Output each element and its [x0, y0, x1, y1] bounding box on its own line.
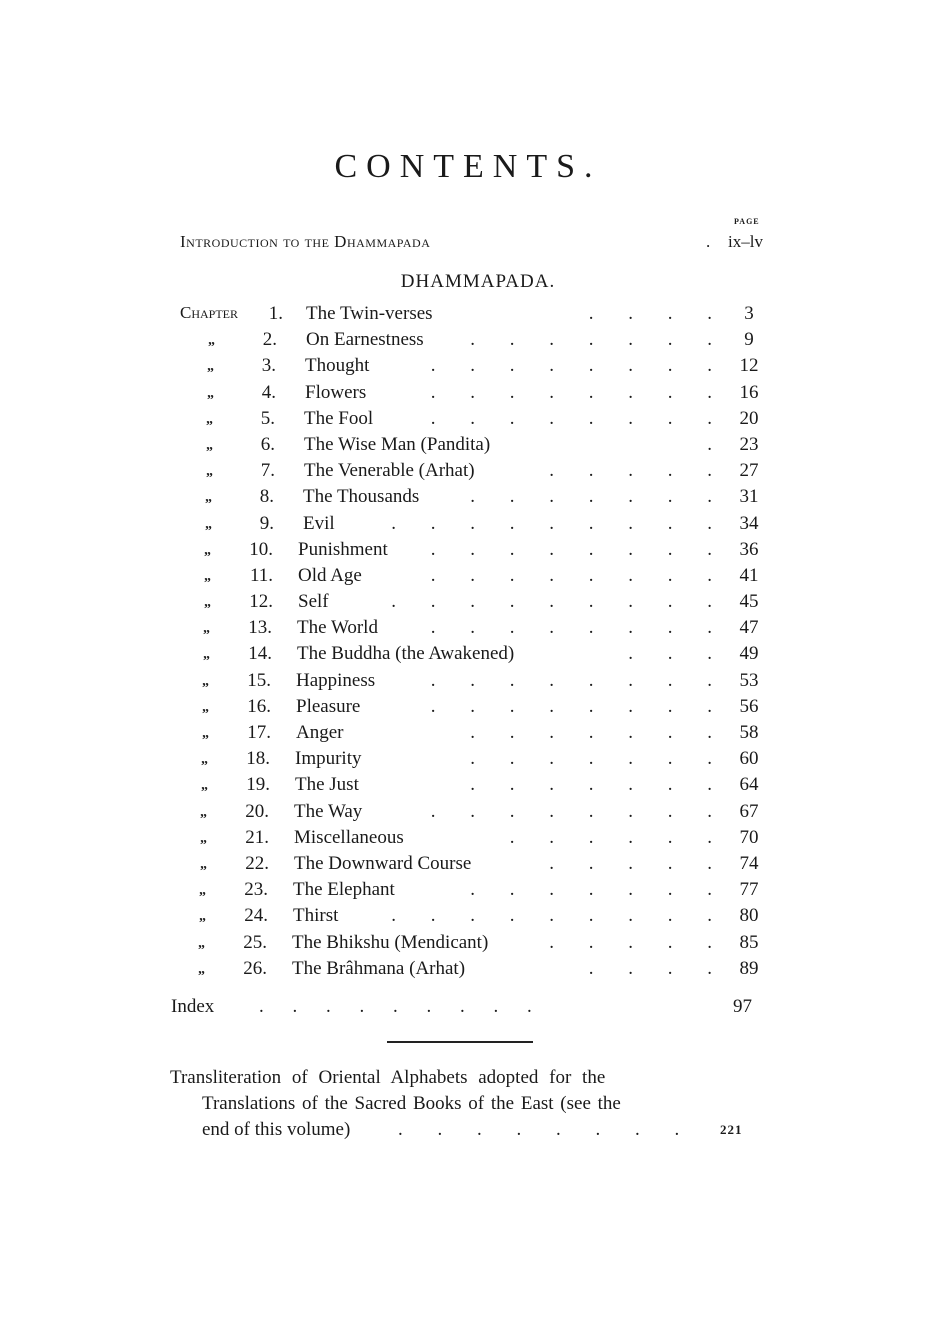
- chapter-entry[interactable]: [0, 303, 936, 329]
- chapter-page: 58: [739, 722, 759, 743]
- chapter-title: Evil: [303, 512, 335, 534]
- chapter-leader: . . . . . . . .: [430, 564, 714, 586]
- chapter-page: 16: [739, 381, 759, 403]
- page-column-label: PAGE: [734, 217, 760, 226]
- chapter-title: The Buddha (the Awakened): [297, 643, 515, 665]
- chapter-number: 5.: [260, 407, 275, 429]
- chapter-title: The Brâhmana (Arhat): [292, 957, 466, 979]
- introduction-entry[interactable]: [180, 232, 770, 252]
- chapter-number: 4.: [261, 381, 276, 403]
- chapter-number: 21.: [245, 826, 269, 848]
- ditto-mark: „: [200, 830, 207, 846]
- ditto-mark: „: [206, 464, 213, 480]
- chapter-entry[interactable]: [0, 696, 936, 722]
- transliteration-page: 221: [720, 1122, 743, 1137]
- chapter-title: Impurity: [295, 748, 362, 770]
- chapter-leader: . . . . .: [549, 460, 714, 482]
- chapter-number: 24.: [244, 905, 268, 927]
- chapter-leader: . . . . . . .: [470, 748, 714, 770]
- ditto-mark: „: [202, 726, 209, 741]
- chapter-title: The World: [297, 617, 378, 639]
- chapter-title: Old Age: [298, 564, 362, 586]
- chapter-entry[interactable]: [0, 355, 936, 381]
- chapter-leader: . . . . . . .: [470, 486, 714, 508]
- chapter-page: 47: [739, 617, 759, 639]
- chapter-entry[interactable]: [0, 748, 936, 774]
- chapter-page: 34: [739, 512, 759, 534]
- ditto-mark: „: [206, 437, 213, 453]
- chapter-prefix: Chapter: [180, 303, 239, 322]
- chapter-leader: . . . . . . . .: [430, 407, 714, 429]
- section-divider: [387, 1041, 533, 1043]
- chapter-number: 15.: [247, 669, 271, 691]
- chapter-title: The Venerable (Arhat): [304, 460, 475, 482]
- chapter-page: 23: [739, 433, 759, 455]
- chapter-entry[interactable]: [0, 513, 936, 539]
- ditto-mark: „: [200, 856, 207, 872]
- chapter-entry[interactable]: [0, 617, 936, 643]
- introduction-label: Introduction to the Dhammapada: [180, 232, 431, 251]
- chapter-page: 9: [744, 329, 754, 351]
- ditto-mark: „: [202, 699, 209, 715]
- chapter-leader: . . . .: [588, 957, 714, 979]
- ditto-mark: „: [207, 359, 214, 375]
- chapter-page: 36: [739, 538, 759, 560]
- chapter-number: 19.: [246, 774, 270, 796]
- chapter-entry[interactable]: [0, 853, 936, 879]
- chapter-number: 13.: [248, 617, 272, 639]
- ditto-mark: „: [204, 595, 211, 611]
- chapter-number: 12.: [249, 591, 273, 613]
- introduction-pages: ix–lv: [728, 232, 763, 251]
- chapter-leader: . . . . . . . . .: [391, 905, 714, 927]
- chapter-leader: . . . . . .: [509, 826, 714, 848]
- transliteration-line-3: end of this volume): [202, 1119, 351, 1140]
- chapter-number: 26.: [243, 957, 267, 979]
- chapter-number: 3.: [261, 355, 276, 377]
- chapter-leader: . . . . . . . .: [430, 381, 714, 403]
- ditto-mark: „: [204, 568, 211, 584]
- chapter-number: 7.: [260, 460, 275, 482]
- chapter-title: The Way: [294, 800, 363, 822]
- chapter-title: The Elephant: [293, 879, 395, 901]
- ditto-mark: „: [202, 673, 209, 689]
- index-label: Index: [171, 996, 215, 1017]
- chapter-number: 16.: [247, 695, 271, 717]
- chapter-title: The Bhikshu (Mendicant): [292, 931, 489, 953]
- chapter-title: The Fool: [304, 407, 374, 429]
- chapter-page: 3: [744, 303, 754, 324]
- chapter-leader: . . . . . . . .: [430, 669, 714, 691]
- chapter-number: 9.: [259, 512, 274, 534]
- ditto-mark: „: [203, 621, 210, 637]
- chapter-entry[interactable]: [0, 408, 936, 434]
- chapter-number: 25.: [243, 931, 267, 953]
- ditto-mark: „: [199, 883, 206, 899]
- chapter-page: 12: [739, 355, 759, 377]
- chapter-leader: . . . . . . . .: [430, 617, 714, 639]
- ditto-mark: „: [201, 752, 208, 768]
- chapter-entry[interactable]: [0, 670, 936, 696]
- chapter-page: 80: [739, 905, 759, 927]
- chapter-page: 64: [739, 774, 759, 796]
- chapter-number: 2.: [262, 329, 277, 351]
- chapter-number: 23.: [244, 879, 268, 901]
- chapter-leader: . . . . . . .: [470, 329, 714, 351]
- chapter-page: 89: [739, 957, 759, 979]
- chapter-entry[interactable]: [0, 460, 936, 486]
- chapter-number: 20.: [245, 800, 269, 822]
- chapter-entry[interactable]: [0, 539, 936, 565]
- index-entry[interactable]: [171, 996, 791, 1022]
- ditto-mark: „: [198, 961, 205, 977]
- chapter-page: 77: [739, 879, 759, 901]
- chapter-leader: . . . . .: [549, 931, 714, 953]
- chapter-entry[interactable]: [0, 958, 936, 984]
- chapter-entry[interactable]: [0, 905, 936, 931]
- chapter-page: 31: [739, 486, 759, 508]
- chapter-title: The Twin-verses: [306, 303, 433, 324]
- section-title: DHAMMAPADA.: [400, 271, 556, 292]
- chapter-leader: . . . . . . .: [470, 774, 714, 796]
- page-title: CONTENTS.: [334, 148, 602, 185]
- chapter-page: 53: [739, 669, 759, 691]
- chapter-leader: . . . . . . . . .: [391, 591, 714, 613]
- chapter-number: 6.: [260, 433, 275, 455]
- chapter-number: 18.: [246, 748, 270, 770]
- chapter-title: Pleasure: [296, 695, 361, 717]
- chapter-number: 17.: [247, 722, 271, 743]
- chapter-number: 22.: [245, 852, 269, 874]
- chapter-leader: . . . . . . . . .: [391, 512, 714, 534]
- chapter-number: 8.: [259, 486, 274, 508]
- chapter-page: 70: [739, 826, 759, 848]
- chapter-title: Anger: [296, 722, 344, 743]
- chapter-title: Miscellaneous: [294, 826, 404, 848]
- chapter-title: Happiness: [296, 669, 376, 691]
- chapter-page: 60: [739, 748, 759, 770]
- chapter-entry[interactable]: [0, 382, 936, 408]
- chapter-entry[interactable]: [0, 565, 936, 591]
- ditto-mark: „: [206, 411, 213, 427]
- introduction-leader: .: [706, 232, 711, 251]
- ditto-mark: „: [208, 333, 215, 349]
- chapter-title: The Thousands: [303, 486, 420, 508]
- ditto-mark: „: [201, 778, 208, 794]
- chapter-entry[interactable]: [0, 643, 936, 669]
- chapter-title: Thought: [305, 355, 370, 377]
- chapter-page: 67: [739, 800, 759, 822]
- ditto-mark: „: [200, 804, 207, 820]
- chapter-page: 45: [739, 591, 759, 613]
- chapter-page: 56: [739, 695, 759, 717]
- ditto-mark: „: [205, 490, 212, 506]
- chapter-number: 11.: [249, 564, 273, 586]
- chapter-title: Punishment: [298, 538, 388, 560]
- chapter-page: 74: [739, 852, 759, 874]
- ditto-mark: „: [207, 385, 214, 401]
- chapter-entry[interactable]: [0, 329, 936, 355]
- index-page: 97: [733, 996, 752, 1017]
- chapter-leader: . . . .: [588, 303, 714, 324]
- chapter-entry[interactable]: [0, 591, 936, 617]
- ditto-mark: „: [198, 935, 205, 951]
- chapter-title: Flowers: [305, 381, 367, 403]
- chapter-leader: . . . . . . . .: [430, 538, 714, 560]
- chapter-leader: . . . . . . . .: [430, 355, 714, 377]
- chapter-title: The Just: [295, 774, 359, 796]
- chapter-entry[interactable]: [0, 932, 936, 958]
- chapter-leader: . . . . . . .: [470, 879, 714, 901]
- chapter-entry[interactable]: [0, 434, 936, 460]
- chapter-title: Thirst: [293, 905, 339, 927]
- chapter-entry[interactable]: [0, 879, 936, 905]
- transliteration-leader: . . . . . . . .: [398, 1119, 682, 1140]
- chapter-entry[interactable]: [0, 486, 936, 512]
- chapter-title: The Wise Man (Pandita): [304, 433, 491, 455]
- chapter-number: 14.: [248, 643, 272, 665]
- chapter-leader: . . . . . . .: [470, 722, 714, 743]
- chapter-entry[interactable]: [0, 774, 936, 800]
- chapter-number: 1.: [268, 303, 283, 324]
- chapter-leader: .: [707, 433, 714, 455]
- chapter-leader: . . . . . . . .: [430, 800, 714, 822]
- chapter-number: 10.: [249, 538, 273, 560]
- ditto-mark: „: [204, 542, 211, 558]
- ditto-mark: „: [199, 909, 206, 925]
- ditto-mark: „: [205, 516, 212, 532]
- transliteration-line-1: Transliteration of Oriental Alphabets adopted for the: [170, 1067, 606, 1088]
- chapter-page: 41: [739, 564, 759, 586]
- chapter-page: 27: [739, 460, 759, 482]
- chapter-entry[interactable]: [0, 801, 936, 827]
- ditto-mark: „: [203, 647, 210, 663]
- chapter-page: 85: [739, 931, 759, 953]
- chapter-leader: . . .: [628, 643, 714, 665]
- chapter-list: [0, 303, 936, 984]
- chapter-title: The Downward Course: [294, 852, 472, 874]
- transliteration-line-2: Translations of the Sacred Books of the East (see the: [202, 1093, 621, 1114]
- chapter-page: 49: [739, 643, 759, 665]
- chapter-leader: . . . . .: [549, 852, 714, 874]
- chapter-entry[interactable]: [0, 722, 936, 748]
- index-leader: . . . . . . . . .: [259, 996, 534, 1017]
- chapter-page: 20: [739, 407, 759, 429]
- chapter-leader: . . . . . . . .: [430, 695, 714, 717]
- chapter-entry[interactable]: [0, 827, 936, 853]
- chapter-title: On Earnestness: [306, 329, 424, 351]
- chapter-title: Self: [298, 591, 329, 613]
